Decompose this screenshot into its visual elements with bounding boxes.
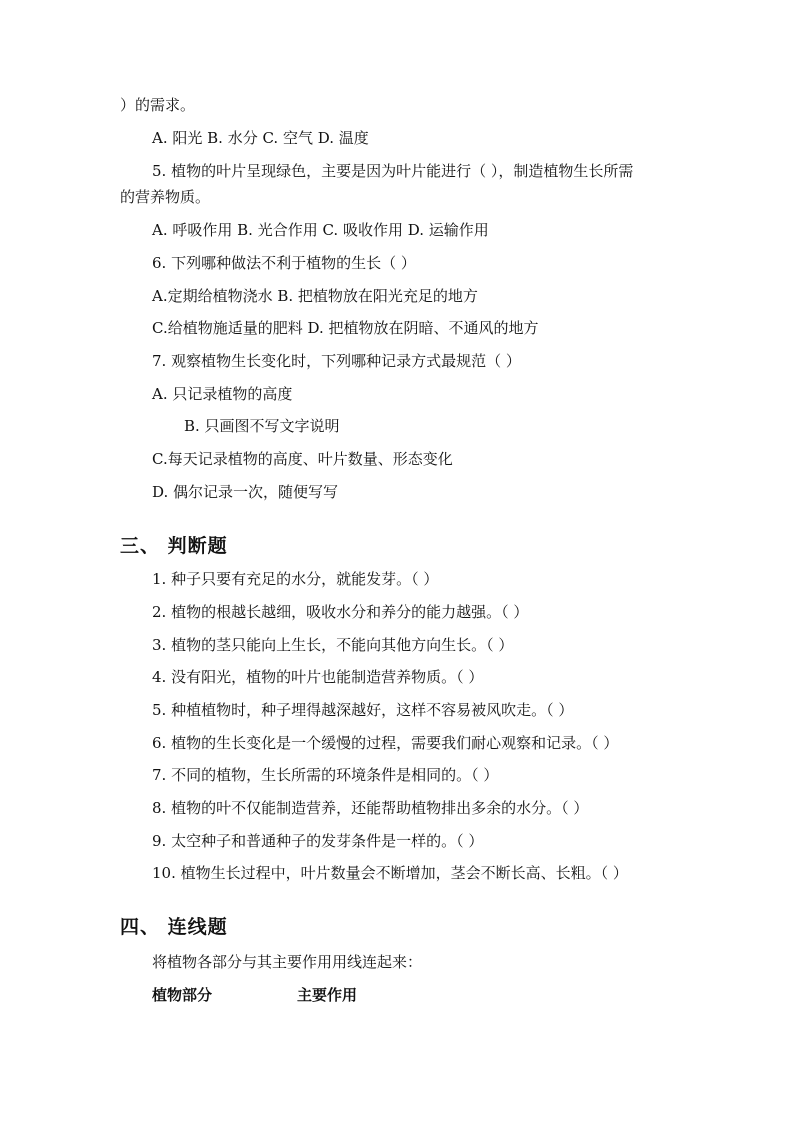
judge-item-10: 10. 植物生长过程中，叶片数量会不断增加，茎会不断长高、长粗。（ ） — [152, 864, 628, 882]
section-4-heading: 四、 连线题 — [120, 916, 228, 938]
q4-continuation: ）的需求。 — [120, 96, 196, 114]
q7-option-c: C.每天记录植物的高度、叶片数量、形态变化 — [152, 450, 453, 468]
q7-question: 7. 观察植物生长变化时，下列哪种记录方式最规范（ ） — [152, 352, 521, 370]
judge-item-1: 1. 种子只要有充足的水分，就能发芽。（ ） — [152, 570, 439, 588]
q6-question: 6. 下列哪种做法不利于植物的生长（ ） — [152, 254, 416, 272]
q7-option-d: D. 偶尔记录一次，随便写写 — [152, 483, 339, 501]
judge-item-2: 2. 植物的根越长越细，吸收水分和养分的能力越强。（ ） — [152, 603, 529, 621]
q6-options-1: A.定期给植物浇水 B. 把植物放在阳光充足的地方 — [152, 287, 478, 305]
column-header-plant-part: 植物部分 — [152, 986, 213, 1004]
judge-item-4: 4. 没有阳光，植物的叶片也能制造营养物质。（ ） — [152, 668, 484, 686]
q5-line-2: 的营养物质。 — [120, 188, 211, 206]
judge-item-6: 6. 植物的生长变化是一个缓慢的过程，需要我们耐心观察和记录。（ ） — [152, 734, 619, 752]
q7-option-b: B. 只画图不写文字说明 — [184, 417, 340, 435]
judge-item-7: 7. 不同的植物，生长所需的环境条件是相同的。（ ） — [152, 766, 499, 784]
q5-line-1: 5. 植物的叶片呈现绿色，主要是因为叶片能进行（ ），制造植物生长所需 — [152, 162, 634, 180]
q7-option-a: A. 只记录植物的高度 — [152, 385, 293, 403]
section-3-heading: 三、 判断题 — [120, 535, 228, 557]
matching-instruction: 将植物各部分与其主要作用用线连起来： — [152, 953, 423, 971]
judge-item-5: 5. 种植植物时，种子埋得越深越好，这样不容易被风吹走。（ ） — [152, 701, 574, 719]
q6-options-2: C.给植物施适量的肥料 D. 把植物放在阴暗、不通风的地方 — [152, 319, 539, 337]
judge-item-8: 8. 植物的叶不仅能制造营养，还能帮助植物排出多余的水分。（ ） — [152, 799, 589, 817]
q5-options: A. 呼吸作用 B. 光合作用 C. 吸收作用 D. 运输作用 — [152, 221, 489, 239]
judge-item-9: 9. 太空种子和普通种子的发芽条件是一样的。（ ） — [152, 832, 484, 850]
column-header-main-function: 主要作用 — [297, 986, 358, 1004]
q4-options: A. 阳光 B. 水分 C. 空气 D. 温度 — [152, 129, 369, 147]
judge-item-3: 3. 植物的茎只能向上生长，不能向其他方向生长。（ ） — [152, 636, 514, 654]
